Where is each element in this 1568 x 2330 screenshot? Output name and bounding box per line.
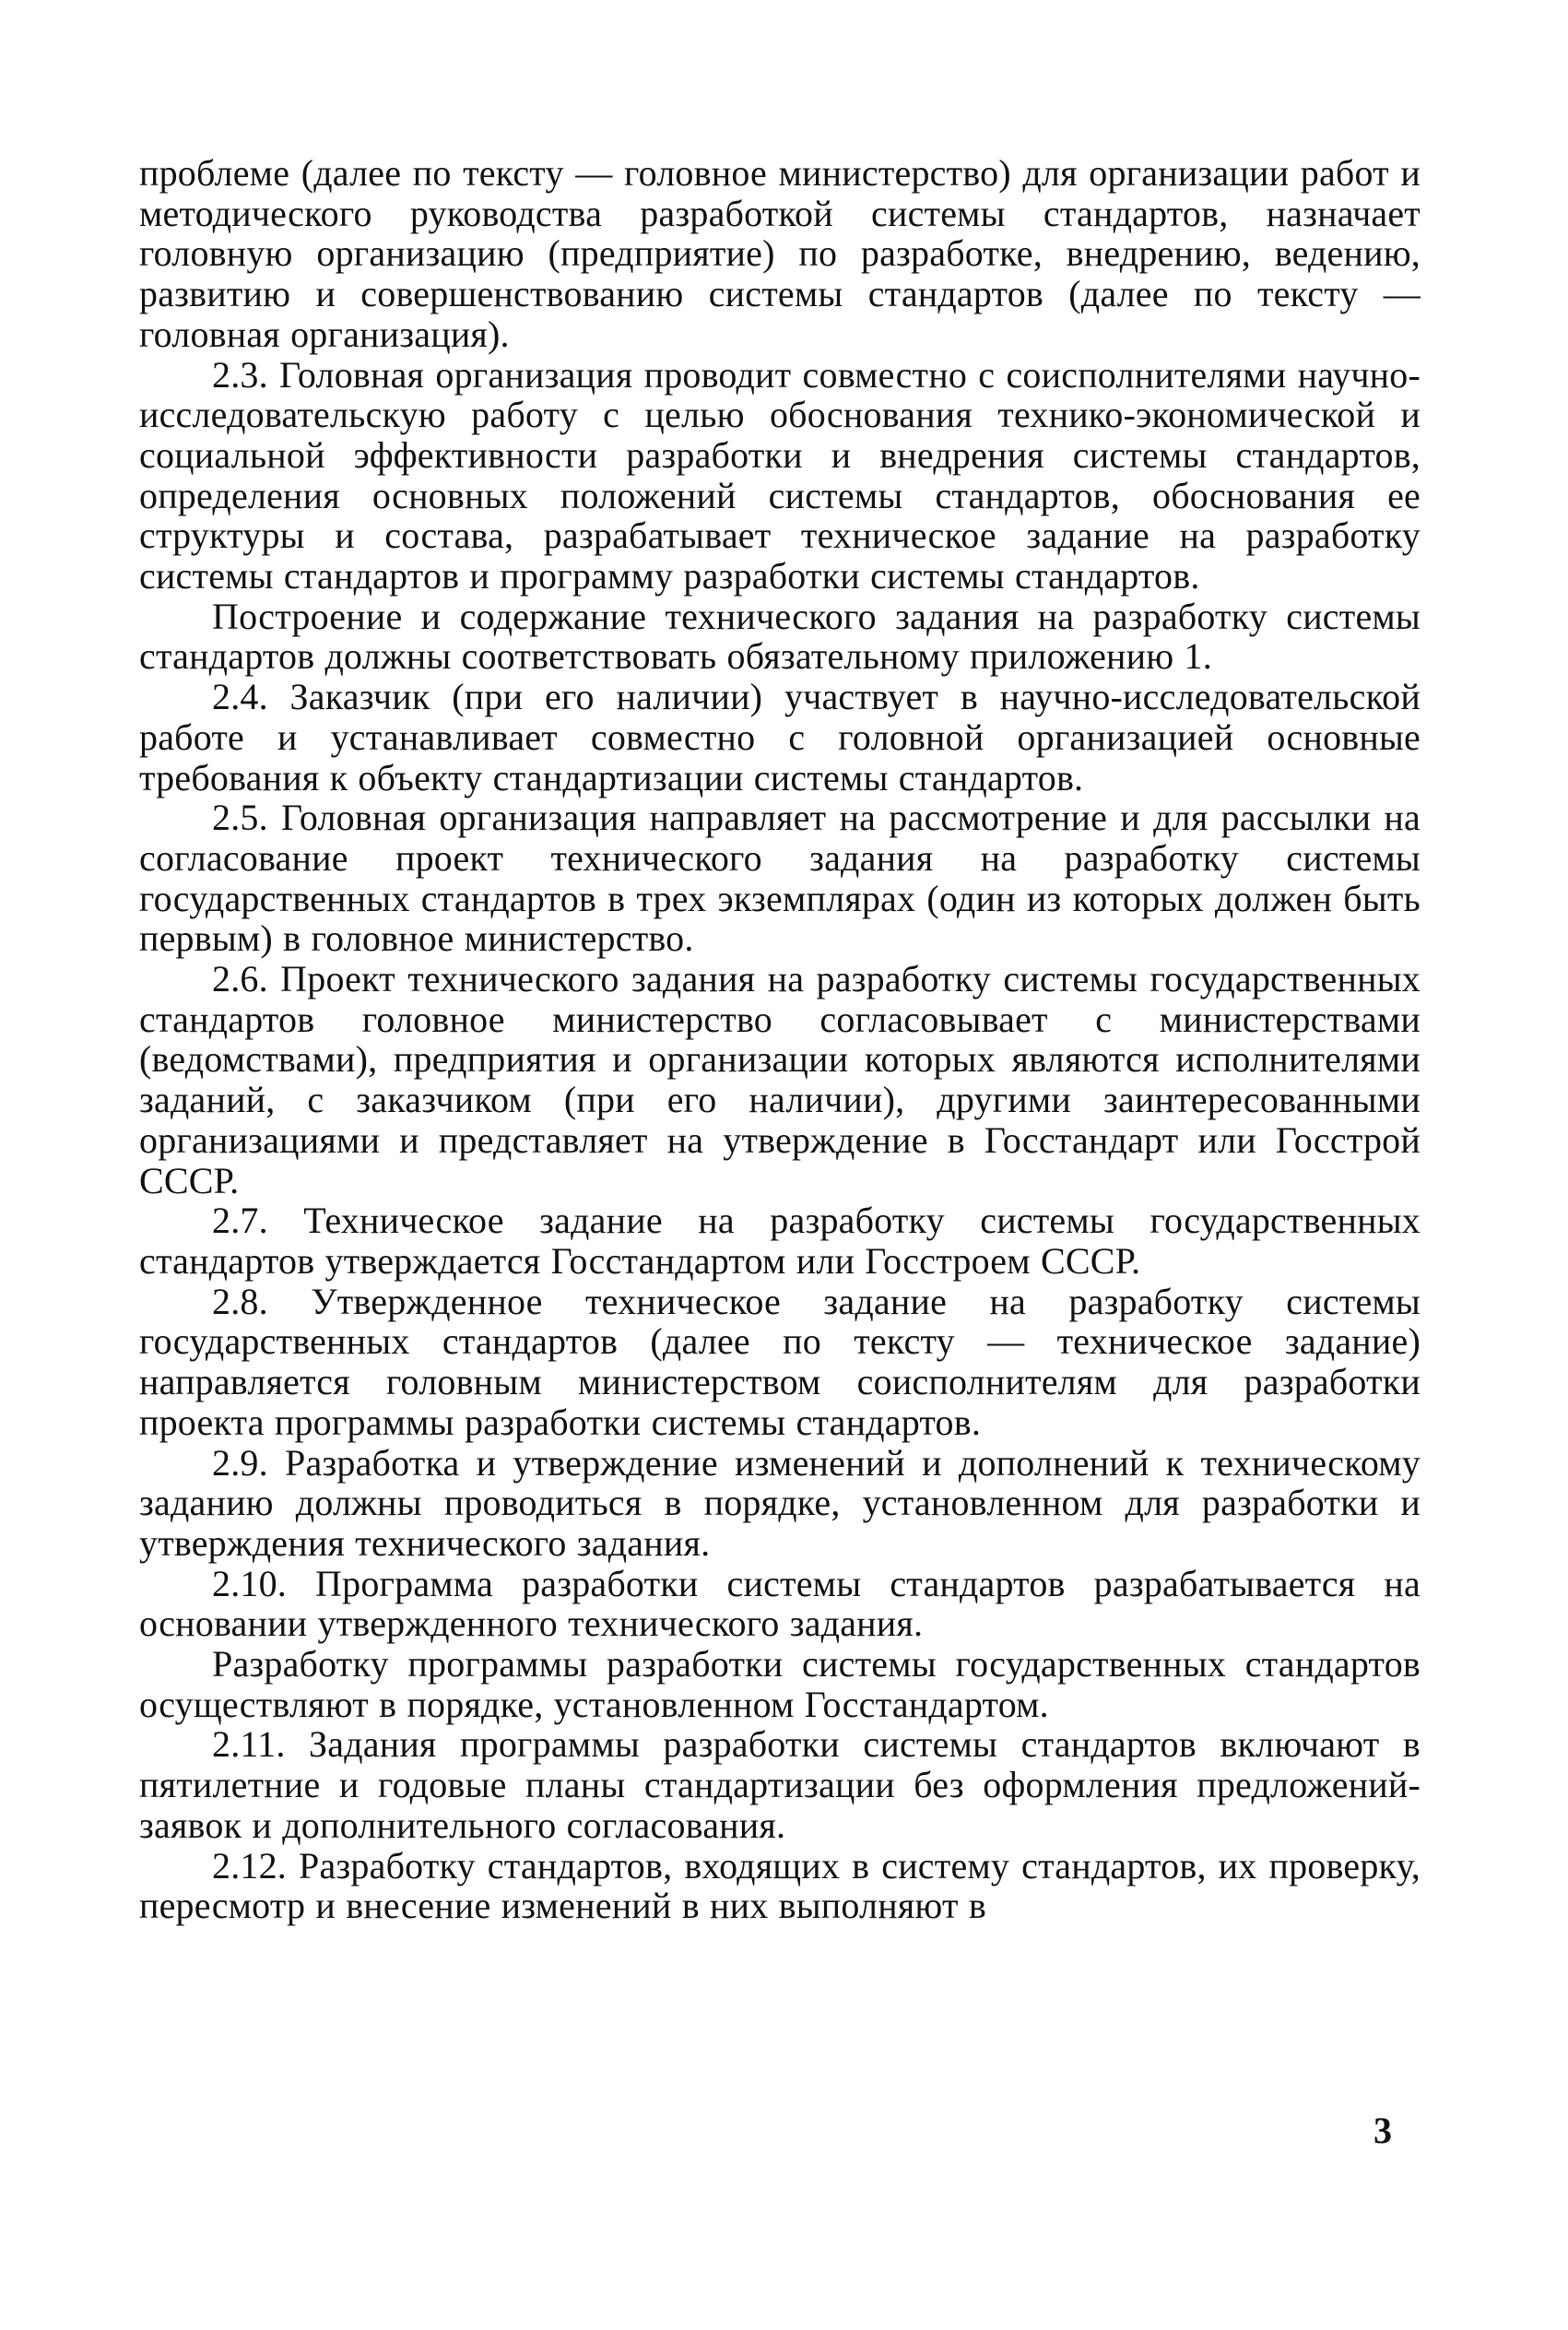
paragraph-2-7: 2.7. Техническое задание на разработку системы государственных стандартов утверждается Госстандартом или Госстроем СССР. bbox=[139, 1200, 1421, 1282]
page-number: 3 bbox=[1373, 2110, 1392, 2151]
paragraph-2-10: 2.10. Программа разработки системы стандартов разрабатывается на основании утвержденного технического задания. bbox=[139, 1562, 1421, 1645]
paragraph-2-6: 2.6. Проект технического задания на разработку системы государственных стандартов головное министерство согласовывает с министерствами (ведомствами), предприятия и организации которых являются исполнителями заданий, с заказчиком (при его наличии), другими заинтересованными организациями и представляет на утверждение в Госстандарт или Госстрой СССР. bbox=[139, 958, 1421, 1201]
paragraph-2-12: 2.12. Разработку стандартов, входящих в систему стандартов, их проверку, пересмотр и внесение изменений в них выполняют в bbox=[139, 1844, 1421, 1927]
paragraph-2-3: 2.3. Головная организация проводит совместно с соисполнителями научно-исследовательскую работу с целью обоснования технико-экономической и социальной эффективности разработки и внедрения системы стандартов, определения основных положений системы стандартов, обоснования ее структуры и состава, разрабатывает техническое задание на разработку системы стандартов и программу разработки системы стандартов. bbox=[139, 353, 1421, 597]
paragraph-2-11: 2.11. Задания программы разработки системы стандартов включают в пятилетние и годовые планы стандартизации без оформления предложений-заявок и дополнительного согласования. bbox=[139, 1723, 1421, 1846]
paragraph-2-8: 2.8. Утвержденное техническое задание на разработку системы государственных стандартов (далее по тексту — техническое задание) направляется головным министерством соисполнителям для разработки проекта программы разработки системы стандартов. bbox=[139, 1280, 1421, 1443]
document-page bbox=[139, 153, 1421, 1926]
paragraph-tz-structure: Построение и содержание технического задания на разработку системы стандартов должны соответствовать обязательному приложению 1. bbox=[139, 595, 1421, 678]
paragraph-2-9: 2.9. Разработка и утверждение изменений и дополнений к техническому заданию должны проводиться в порядке, установленном для разработки и утверждения технического задания. bbox=[139, 1441, 1421, 1564]
paragraph-program-development: Разработку программы разработки системы государственных стандартов осуществляют в порядке, установленном Госстандартом. bbox=[139, 1643, 1421, 1725]
paragraph-continuation: проблеме (далее по тексту — головное министерство) для организации работ и методического руководства разработкой системы стандартов, назначает головную организацию (предприятие) по разработке, внедрению, ведению, развитию и совершенствованию системы стандартов (далее по тексту — головная организация). bbox=[139, 152, 1421, 355]
paragraph-2-5: 2.5. Головная организация направляет на рассмотрение и для рассылки на согласование проект технического задания на разработку системы государственных стандартов в трех экземплярах (один из которых должен быть первым) в головное министерство. bbox=[139, 797, 1421, 960]
paragraph-2-4: 2.4. Заказчик (при его наличии) участвует в научно-исследовательской работе и устанавливает совместно с головной организацией основные требования к объекту стандартизации системы стандартов. bbox=[139, 676, 1421, 798]
